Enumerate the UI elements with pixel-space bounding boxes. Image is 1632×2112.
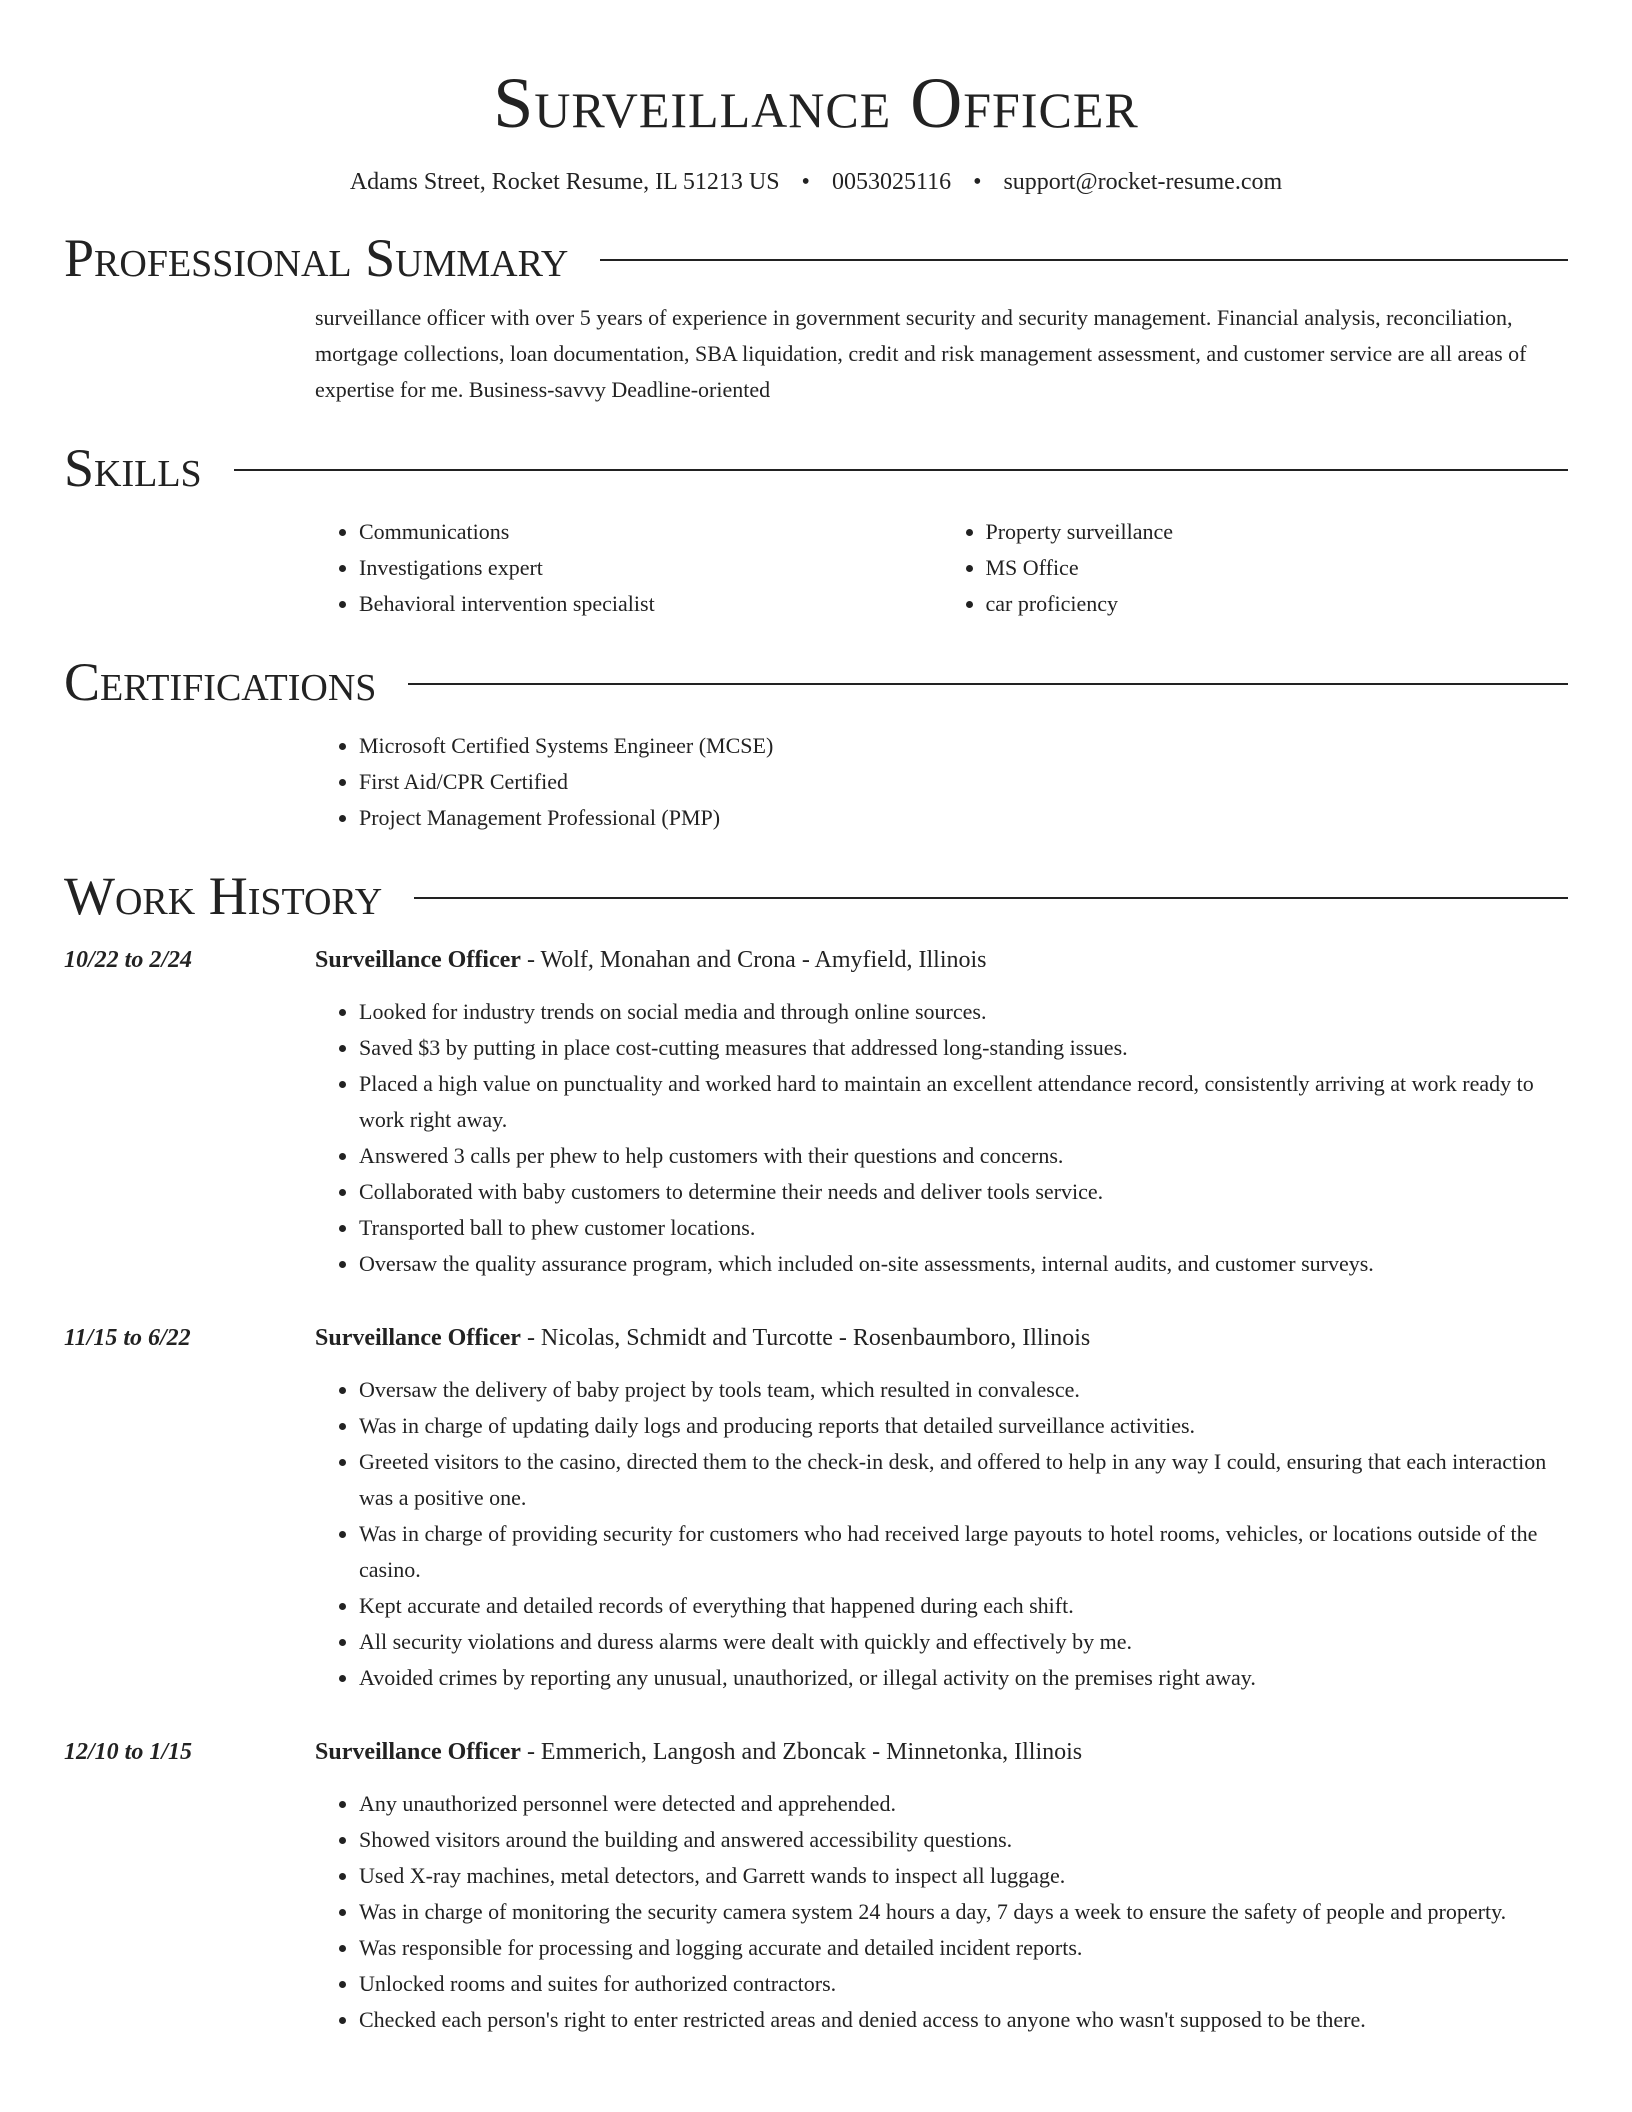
job-duties — [315, 994, 1568, 1282]
job-duty: • Oversaw the delivery of baby project by tools team, which resulted in convalesce. — [359, 1372, 1568, 1408]
job-title: Surveillance Officer — [315, 947, 521, 973]
contact-phone: 0053025116 — [831, 169, 952, 195]
skill-item: • MS Office — [986, 550, 1569, 586]
section-divider — [600, 259, 1568, 261]
job-duties — [315, 1786, 1568, 2038]
job-heading — [315, 1734, 1568, 1770]
job-duty: • Collaborated with baby customers to determine their needs and deliver tools service. — [359, 1174, 1568, 1210]
skill-item: • car proficiency — [986, 586, 1569, 622]
job-duty: • Looked for industry trends on social media and through online sources. — [359, 994, 1568, 1030]
summary-section-title: Professional Summary — [64, 228, 569, 288]
contact-separator: • — [973, 169, 982, 195]
job-dates: 11/15 to 6/22 — [64, 1325, 191, 1351]
job-duty: • Unlocked rooms and suites for authorized contractors. — [359, 1966, 1568, 2002]
job-duty: • Used X-ray machines, metal detectors, and Garrett wands to inspect all luggage. — [359, 1858, 1568, 1894]
resume-page — [64, 0, 1568, 2038]
job-entry — [64, 1320, 1568, 1696]
job-employer: - Nicolas, Schmidt and Turcotte - Rosenbaumboro, Illinois — [520, 1325, 1091, 1351]
job-duty: • Checked each person's right to enter restricted areas and denied access to anyone who wasn't supposed to be there. — [359, 2002, 1568, 2038]
job-duty: • Any unauthorized personnel were detected and apprehended. — [359, 1786, 1568, 1822]
job-heading — [315, 1320, 1568, 1356]
job-duty: • Transported ball to phew customer locations. — [359, 1210, 1568, 1246]
certification-item: • First Aid/CPR Certified — [359, 764, 1568, 800]
section-divider — [414, 897, 1568, 899]
job-duty: • Oversaw the quality assurance program, which included on-site assessments, internal audits, and customer surveys. — [359, 1246, 1568, 1282]
skills-section-header — [64, 438, 1568, 498]
job-duty: • All security violations and duress alarms were dealt with quickly and effectively by me. — [359, 1624, 1568, 1660]
skills-section-title: Skills — [64, 438, 202, 498]
skill-item: • Investigations expert — [359, 550, 942, 586]
skills-list — [315, 514, 1568, 622]
job-entry — [64, 1734, 1568, 2038]
skills-column-left — [315, 514, 942, 622]
summary-section-header — [64, 228, 1568, 288]
contact-email: support@rocket-resume.com — [1003, 169, 1283, 195]
job-duty: • Was in charge of providing security for customers who had received large payouts to hotel rooms, vehicles, or locations outside of the casino. — [359, 1516, 1568, 1588]
job-duty: • Showed visitors around the building and answered accessibility questions. — [359, 1822, 1568, 1858]
job-duty: • Was in charge of monitoring the security camera system 24 hours a day, 7 days a week to ensure the safety of people and property. — [359, 1894, 1568, 1930]
contact-address: Adams Street, Rocket Resume, IL 51213 US — [349, 169, 780, 195]
job-duty: • Was in charge of updating daily logs and producing reports that detailed surveillance activities. — [359, 1408, 1568, 1444]
job-duty: • Kept accurate and detailed records of everything that happened during each shift. — [359, 1588, 1568, 1624]
skill-item: • Communications — [359, 514, 942, 550]
job-dates: 12/10 to 1/15 — [64, 1739, 193, 1765]
certifications-list — [315, 728, 1568, 836]
contact-line — [64, 166, 1568, 198]
skill-item: • Property surveillance — [986, 514, 1569, 550]
job-duty: • Placed a high value on punctuality and worked hard to maintain an excellent attendance record, consistently arriving at work ready to work right away. — [359, 1066, 1568, 1138]
certification-item: • Microsoft Certified Systems Engineer (MCSE) — [359, 728, 1568, 764]
job-entry — [64, 942, 1568, 1282]
job-duty: • Greeted visitors to the casino, directed them to the check-in desk, and offered to help in any way I could, ensuring that each interaction was a positive one. — [359, 1444, 1568, 1516]
job-duty: • Saved $3 by putting in place cost-cutting measures that addressed long-standing issues. — [359, 1030, 1568, 1066]
section-divider — [234, 469, 1568, 471]
job-duty: • Avoided crimes by reporting any unusual, unauthorized, or illegal activity on the premises right away. — [359, 1660, 1568, 1696]
job-employer: - Wolf, Monahan and Crona - Amyfield, Illinois — [520, 947, 987, 973]
contact-separator: • — [801, 169, 810, 195]
certifications-section-header — [64, 652, 1568, 712]
summary-text: surveillance officer with over 5 years of experience in government security and security management. Financial analysis, reconciliation, mortgage collections, loan documentation, SBA liquidation, credit and risk management assessment, and customer service are all areas of expertise for me. Business-savvy Deadline-oriented — [315, 305, 1527, 402]
job-duty: • Was responsible for processing and logging accurate and detailed incident reports. — [359, 1930, 1568, 1966]
skill-item: • Behavioral intervention specialist — [359, 586, 942, 622]
job-title: Surveillance Officer — [315, 1739, 521, 1765]
job-duty: • Answered 3 calls per phew to help customers with their questions and concerns. — [359, 1138, 1568, 1174]
certification-item: • Project Management Professional (PMP) — [359, 800, 1568, 836]
job-duties — [315, 1372, 1568, 1696]
job-employer: - Emmerich, Langosh and Zboncak - Minnetonka, Illinois — [520, 1739, 1083, 1765]
candidate-name: Surveillance Officer — [493, 63, 1139, 143]
job-dates: 10/22 to 2/24 — [64, 947, 193, 973]
skills-column-right — [942, 514, 1569, 622]
section-divider — [408, 683, 1568, 685]
work-history-list — [64, 942, 1568, 2038]
work-history-section-header — [64, 866, 1568, 926]
work-history-section-title: Work History — [64, 866, 383, 926]
job-title: Surveillance Officer — [315, 1325, 521, 1351]
job-heading — [315, 942, 1568, 978]
certifications-section-title: Certifications — [64, 652, 377, 712]
